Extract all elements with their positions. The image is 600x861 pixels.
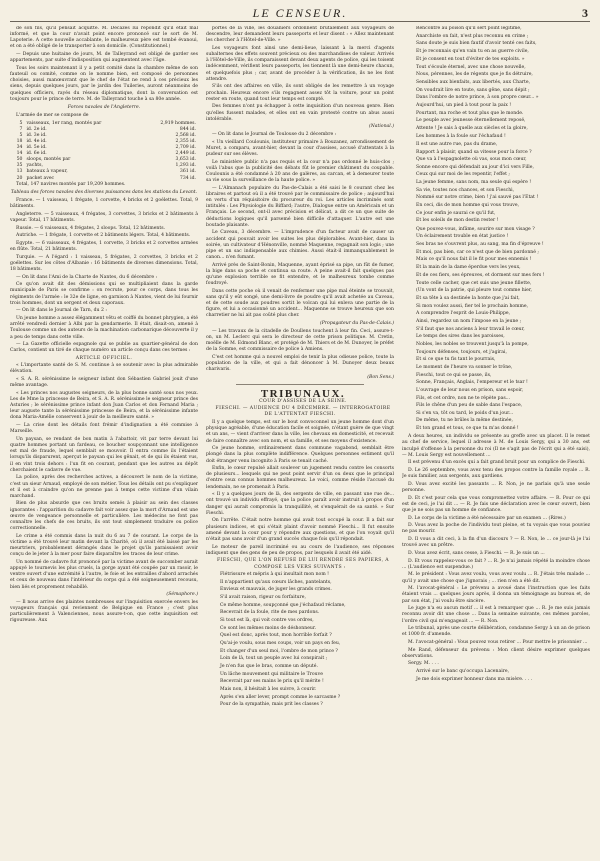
verse-line: Ceux qui sur moi de les repentir, l'effet ; <box>416 172 510 178</box>
power-entry: Russie. — 6 vaisseaux, 4 frégates, 2 sloops. Total, 12 bâtiments. <box>16 225 166 231</box>
verse-line: Ses bras ne s'ouvrent plus, au sang, ma fin d'épreuve ! <box>416 241 544 247</box>
verse-line: Recevrait par ses mains le prix qu'il mérite ! <box>220 679 324 685</box>
official-heading: ARTICLE OFFICIEL. <box>75 356 133 362</box>
paragraph: D. Et c'est pour cela que vous compromettez votre affaire. — R. Pour ce qui est de ceci, je l'ai dit ... — R. Je fais une déclaration avec le cœur ouvert, bien que je ne sois pas un homme de confiance. <box>402 495 590 513</box>
verse-line: Recevrait de la foule, rite de mes pardons. <box>220 610 320 616</box>
paragraph: « L'importante santé de S. M. continue à se soutenir avec la plus admirable élévation. <box>10 363 198 375</box>
verse-line: Toujours défenses, toujours, et j'agirai, <box>416 349 507 355</box>
paragraph: Le juge n'a eu aucun motif ... il est à remarquer que ... R. Je me suis jamais reconnu avoir dit une chose ... Dans la semaine suivante, ces mêmes paroles, l'ordre civil qui m'engageait ... — R. Non. <box>402 606 590 624</box>
poem-stanza <box>402 142 590 225</box>
fleet-cell-qty: 50 <box>16 157 23 163</box>
verse-line: Aujourd'hui, un pied à tout pour la paix ! <box>416 103 512 109</box>
fleet-total: Total, 147 navires montés par 19,209 hommes. <box>16 181 126 187</box>
verse-line: Flétrissure et mépris à qui insultait mon nom ! <box>220 572 329 578</box>
verse-line: Sonne encore qui défendait au jour d'ici vers Fille, <box>416 164 534 170</box>
fleet-cell-ship: vaisseaux, 1er rang, montés par <box>26 120 102 126</box>
paragraph: Un nommé de cadavre fut prononcé par la victime avant de succomber aurait appuyé le tournevis les plus cruels, la gorge ayant été coupée par un rasoir, le ventre ouvert d'une extrémité à l'autre, le foie et les entrailles d'abord arrachés et ceux de nouveau dans l'intérieur du corps qui a été soigneusement recousu, bien liés et proprement rehabillé. <box>10 559 198 590</box>
verse-line: Un lâche mouvement qui militaire le Trouve <box>220 671 323 677</box>
column-2 <box>206 26 394 861</box>
paragraph: Un jeune homme a assez élégamment vêtu et coiffé du bonnet phrygien, a été arrêté vendredi dernier à Albi par la gendarmerie. Il était, disait-on, amené à Toulouse comme un des auteurs de la machination carbonarique découverte il y a peu de temps dans cette ville. <box>10 316 198 340</box>
verse-line: Il est une autre rue, pas du drame, <box>416 141 498 147</box>
verse-line: Et sa tête à sa destinée la honte que j'ai fait, <box>416 295 520 301</box>
paragraph: « Les princes nos augustes seigneurs, de la plus bonne santé sous nos yeux. Les de Mme la princesse de Beira, et S. A. R. sérénissime le seigneur prince des Asturies ; le sérénissime prince infant don Juan Carlos et don Fernand Maria ; leur auguste tante la sérénissime princesse de Beira, et la sérénissime infante dona Maria-Amélie conservent à jouir de la meilleure santé. » <box>10 390 198 421</box>
verse-line: Sensibles aux bienfaits, aux libertés, aux Charte, <box>416 80 531 86</box>
fleet-cell-ship: id. 3e id. <box>26 132 47 138</box>
fleet-cell-ship: id. 5e id. <box>26 145 47 151</box>
paragraph: A deux heures, un individu se présente au greffe avec un placet. Il le remet au chef de service, lequel il adresse à M. de Louis Sergy, qui a 30 ans, est inculpé d'offense à la personne du roi (Il ne s'agit pas de l'écrit qui a été saisi), — M. Louis Sergy est nouvellement ... <box>402 434 590 458</box>
paragraph: Tous les soirs maintenant il y a petit comité dans la chambre même de son fauteuil ou comité, comme on le nomme bien, est composé de personnes choisies, aussi manœuvrant que le chef de l'état ne rend à ces précieux les siens, depuis quelques jours, par le jardin des Tuileries, auront néanmoins de quelques officiers, rayés du réseau diplomatique, dont la conversation est toujours pour le prince de terre. M. de Talleyrand touche à sa 80e année. <box>10 65 198 102</box>
power-entry: Angleterre. — 5 vaisseaux, 4 frégates, 3 corvettes, 3 bricks et 2 bâtiments à vapeur. Total, 17 bâtiments. <box>10 211 198 223</box>
paragraph: Le Caveau, 3 décembre. — L'imprudence d'un facteur avait de causer un accident qui pouvait avoir les suites les plus déplorables. Avant-hier, dans la soirée, un cultivateur d'Hénonville, nommé Maquenne, regagnait son logis ; une pipe et un sac indispensable aux chimies. Aussi était-il immanquablement le canon... n'en fumant. <box>206 230 394 260</box>
verse-line: Envieux et mauvais, de juger les grands crimes. <box>220 587 332 593</box>
source-signature: (Bon Sens.) <box>367 374 394 380</box>
verse-line: Ce sont les mêmes moins de déshonneur. <box>220 625 317 631</box>
paragraph: Le tribunal, après une courte délibération, condamne Sergy à un an de prison et 1000 fr. d'amende. <box>402 626 590 638</box>
paragraph: D. Vous avez excité les passants ... R. Non, je ne parlais qu'à une seule personne. <box>402 481 590 494</box>
verse-line: Les hommes à la foule sur l'échafaud ! <box>416 133 506 139</box>
paragraph: Sergy. M. . . . <box>408 661 439 667</box>
fleet-cell-qty: 18 <box>16 138 23 144</box>
paragraph: — La Gazette officielle espagnole qui se publie au quartier-général de don Carlos, contient un tiré de chaque numéro un article conçu dans ces termes : <box>10 342 198 354</box>
source-signature: (National.) <box>368 124 394 130</box>
paragraph: « Il y a quelques jours de là, des sergents de ville, en passant une rue de... ont trouvé un individu effrayé, que la police paraît avoir instruit à propos d'un danger qui aurait compromis la tranquillité, et s'enquérait de sa santé. » Sur Fieschi. <box>206 492 394 516</box>
paragraph: Le crime a été commis dans la nuit du 6 au 7 de courant. Le corps de la victime a été trouvé leur matin devant la Charité, où il avait été laissé par les meurtriers, probablement dérangés dans le projet qu'ils paraissaient avoir conçu de le jeter à la mer pour faire disparaître les traces de leur crime. <box>10 533 198 558</box>
paragraph: — L'Almanach populaire du Pas-de-Calais a été saisi le 8 courant chez les libraires et partout où il a été trouvé par le commissaire de police ; aujourd'hui en vertu d'un réquisitoire du procureur du roi. Les articles incriminés sont intitulés : Les Physiologie du Biffard; l'autre, Dialogue entre un Américain et un Français. Le second, ont-il avec précision et délicat, a dit ce un que suite de déductions logiques qu'il parsemé bien difficile d'attaquer. L'autre est une boutade plaisante. <box>206 185 394 228</box>
paragraph: « Un vieillard Coulounis, instituteur primaire à Bouzanez, arrondissement de Muret, a comparu, avant-hier, devant la cour d'assises, accusé d'attentats à la pudeur sur ses élèves. <box>206 139 394 157</box>
paragraph: C'est cet homme qui a nouvel emploi de tenir la plus odieuse police, toute la population de la ville, et qui a fait dénoncer à M. Dunoyer deux beaux charivaris. <box>206 354 394 373</box>
fleet-cell-men: 2,919 hommes. <box>160 120 196 126</box>
verse-line: Ainsi, regardez un nom l'impose en la jeune ; <box>416 318 522 324</box>
fleet-cell-men: 361 id. <box>179 169 196 175</box>
fleet-cell-ship: sloops, montés par <box>26 157 71 163</box>
paragraph: L'armée de mer se compose de <box>16 113 89 119</box>
paragraph: D. Et vous rappelez-vous ce fait ? ... R. Je n'ai jamais répété la moindre chose ... (L'audience est suspendue.) <box>402 558 590 570</box>
section-heading: Tableau des forces navales des diverses puissances dans les stations du Levant. <box>10 189 198 195</box>
section-heading: Forces navales de l'Angleterre. <box>67 104 141 110</box>
verse-line: Et si ce que tu fis tant le pourrais, <box>416 357 496 363</box>
verse-line: En ceci, dis de mon homme qui vous trouve, <box>416 203 520 209</box>
verse-line: Nommé sur notre crime, bien ! j'ai sauvé pas l'Etat ! <box>416 195 539 201</box>
verse-line: Qu'ai-je voulu, sous mes coups, voir un pays en feu, <box>220 641 341 647</box>
verse-line: Et moi, pas bien, car ce n'est que de bien pardonné ; <box>416 249 539 255</box>
verse-line: Rencontré au poison qu'il sert point légitime, <box>416 26 522 31</box>
verse-line: Tout s'écoule éternel, avec une chose nouvelle, <box>416 64 526 70</box>
verse-line: Et ton grand et tous, ce que tu m'as donné ! <box>416 426 519 432</box>
fleet-cell-ship: id. 2e id. <box>26 126 47 132</box>
verse-line: Mais non, il hésitait à les suivre, à courir. <box>220 687 317 692</box>
tribunaux-heading: TRIBUNAUX. <box>260 387 346 400</box>
verse-line: Sans doute je suis bien fautif d'avoir tenté ces faits, <box>416 41 537 47</box>
paragraph: Ce qu'on avait dit des démissions qui se multipliaient dans la garde municipale de Paris se confirme : on recrute, pour ce corps, dans tous les régiments de l'armée : le 32e de ligne, en garnison à Nantes, vient de lui fournir trois hommes, dont un sergent et deux caporaux. <box>10 282 198 306</box>
paragraph: D. Le corps de la victime a été nécessaire par un examen ... (Rires.) <box>408 515 566 521</box>
paragraph: D. Le 26 septembre, vous avez tenu des propos contre la famille royale ... R. Je suis familier, aux sergents, aux gardiens. <box>402 468 590 480</box>
newspaper-title: LE CENSEUR. <box>252 6 348 20</box>
poem-stanza <box>402 281 590 433</box>
verse-line: Dans l'ombre de notre prince, à son propre cœur... » <box>416 95 539 101</box>
paragraph: portes de la ville, les douaniers ordonnent brutalement aux voyageurs de descendre, leur demandent leurs passeports et leur disent : « Allez maintenant les chercher à l'Hôtel-de-Ville. » <box>206 26 394 44</box>
paragraph: Enfin, le cœur repulsé allait soulever un jugement rendu contre les consorts de plusieurs... lesquels qui ne peut point servir d'un ou deux que le principal d'entre ceux connus hommes malheureux. Le voici, comme réside l'accusé du lendemain, ne se promenait à Paris. <box>206 466 394 490</box>
columns <box>10 26 590 861</box>
paragraph: — Il nous arrive des plaintes nombreuses sur l'inquisition exercée envers les voyageurs français qui reviennent de Belgique en France ; c'est plus particulièrement à Valenciennes, nous assure-t-on, que cette inquisition est rigoureuse. Aux <box>10 599 198 624</box>
paragraph: Les voyageurs font ainsi une demi-lieue, laissant à la merci d'agents subalternes des effets souvent précieux ou des marchandises de valeur. Arrivés à l'Hôtel-de-Ville, ils comparaissent devant deux agents de police, qui les toisent indécemment, vérifient leurs passeports, les tiennent là une demi-heure chacun, et quelquefois plus ; car, avant de procéder à la vérification, ils ne les font attendre. <box>206 45 394 82</box>
verse-line: Ce même homme, soupçonné que j'échafaud réclame, <box>220 602 346 608</box>
fleet-cell-ship: id. 6e id. <box>26 151 47 157</box>
fleet-cell-qty: 34 <box>16 145 23 151</box>
poem <box>206 572 394 708</box>
verse-line: La jeune femme, sans nom, ma seule qui espère ! <box>416 180 532 186</box>
verse-line: Et je reconnais qu'en vain tu en as guerre civile, <box>416 48 529 54</box>
verse-line: Arrivé sur le banc qu'occupa Lacenaire, <box>416 669 510 675</box>
fleet-cell-qty: 13 <box>16 169 23 175</box>
column-3 <box>402 26 590 861</box>
fleet-cell-men: 2,355 id. <box>175 138 196 144</box>
verse-line: A comprendre l'esprit de Louis-Philippe, <box>416 311 511 317</box>
verse-line: Que pouvez-vous, infâme, sourire sur mon visage ? <box>416 226 535 232</box>
fleet-cell-qty: 5 <box>19 120 23 126</box>
verse-line: Si mon voulez aussi, fier tel le prochain homme, <box>416 303 529 309</box>
fleet-cell-ship: bateaux à vapeur, <box>26 169 68 175</box>
fleet-cell-ship: packet avec <box>26 175 55 181</box>
verse-line: Attente ! Je sais à quelle aux siècles et la gloire, <box>416 126 528 132</box>
paragraph: S'ils ont des affaires en ville, ils sont obligés de les remettre à un voyage prochain. Heureux encore s'ils regagnent assez tôt la voiture, pour un point rester en route, quand tout leur temps est compté. <box>206 84 394 102</box>
fleet-cell-men: 2,449 id. <box>175 151 196 157</box>
verse-line: Et de ces fiers, ses épreuves, et dorment sur mes fers ! <box>416 272 545 278</box>
verse-line: Fieschi, tout ce qui se passe, ils, <box>416 372 492 378</box>
fleet-cell-qty: 14 <box>16 151 23 157</box>
paragraph: Le moteur de pareil incriminé ou au cours de l'audience, ses réponses indiquent que des gens de peu de propos, par lesquels il avait été aidé. <box>206 544 394 556</box>
fleet-cell-qty: 7 <box>19 126 23 132</box>
verse-line: Mais ce qu'il nous fait il le fit pour mes ennemis ! <box>416 257 532 263</box>
court-heading: COUR D'ASSISES DE LA SEINE. <box>259 398 347 404</box>
fleet-cell-ship: yachts, <box>26 163 43 169</box>
verse-line: Il n'appartient qu'aux cœurs lâches, pantelants, <box>220 579 332 585</box>
paragraph: Le ministère public n'a pas requis et la cour n'a pas ordonné le huis-clos ; voilà l'abus que la publicité des débats fût le premier châtiment du coupable. Coulounis a été condamné à 20 ans de galères, au carcan, et à demeurer toute sa vie sous la surveillance de la haute police. » <box>206 159 394 184</box>
paragraph: On l'arrête. C'était notre homme qui avait tout occupé la cour. Il a fait sur plusieurs indices, et qui s'était plaint d'avoir nommé Fieschi... Il fut ensuite amené devant la cour pour y répondre aux questions, et que l'on voyait qu'il n'était pas sans avoir d'un grand succès chaque fois qu'il répondait. <box>206 518 394 542</box>
verse-line: Nous, pérennes, les de régents que je fis détruire, <box>416 72 533 78</box>
fieschi-heading: FIESCHI, QUE L'ON REFUSE DE LUI RENDRE SES PAPIERS, A COMPOSÉ LES VERS SUIVANTS : <box>216 558 390 570</box>
fleet-cell-qty: 35 <box>16 163 23 169</box>
verse-line: Ce jour enfin je saurai ce qu'il fut, <box>416 210 496 216</box>
fleet-table <box>10 121 198 182</box>
column-1 <box>10 26 198 861</box>
divider <box>236 384 364 385</box>
verse-line: (Un vont de la patrie, qui pleure tout comme hier, <box>416 288 533 294</box>
paragraph: — On lit dans le Journal de Tarn, du 2 : <box>16 308 107 314</box>
verse-line: On voudrait lire en toute, sans gêne, sans dépit ; <box>416 87 530 93</box>
verse-line: S'il faut que nos anciens à leur travail le cœur, <box>416 326 525 332</box>
fleet-cell-men: 1,293 id. <box>175 163 196 169</box>
verse-line: Si s'en va, tôt ou tard, le poids d'un jour... <box>416 410 514 416</box>
verse-line: Quel est donc, après tout, mon horrible forfait ? <box>220 633 332 639</box>
paragraph: — Depuis une huitaine de jours, M. de Talleyrand est obligé de garder ses appartements, par suite d'indisposition qui augmentent avec l'âge. <box>10 52 198 64</box>
verse-line: Anarchiste on fait, n'est plus reconnu en crime ; <box>416 33 529 39</box>
verse-line: Je n'en fus que le bras, comme un député. <box>220 664 318 670</box>
verse-line: Rapport à plaisir, quand sa vitesse pour la force ? <box>416 149 532 155</box>
paragraph: Des femmes n'ont pu échapper à cette inquisition d'un nouveau genre. Bien qu'elles fussent malades, et elles ont en vain protesté contre un abus aussi intolérable. <box>206 104 394 122</box>
verse-line: Et les soleils de mon destin rester ! <box>416 218 499 224</box>
verse-line: Sonne, Français, Anglais, l'empereur et le tsar ! <box>416 380 528 386</box>
poem-stanza <box>402 65 590 140</box>
page-number: 3 <box>582 6 588 20</box>
paragraph: « S. A. R. sérénissime le seigneur infant don Sébastien Gabriel jouit d'une même avantage. <box>10 377 198 389</box>
verse-line: Sa vie, toutes nos chances, et son Fieschi, <box>416 187 515 193</box>
fleet-cell-qty: 5 <box>19 132 23 138</box>
paragraph: Un paysan, se rendant de bon matin à l'abattoir, vit par terre devant lui quatre hommes portant un fardeau, ce boucher soupçonnant une intelligence est mal de fraude, lequel semblait se mouvoir. Il entra comme ils l'étaient lorsqu'ils disparurent, aperçut le paysan qui les gênait, et de qui ils étaient vus, il en vint trois dehors : l'un fit en courant, pendant que les autres au dépôt cherchaient le cadavre de vue. <box>10 436 198 473</box>
paragraph: Il est prévenu d'un excès qui a fait grand bruit pour un complice de Fieschi. <box>408 460 586 466</box>
verse-line: Fils, et cet ordre, non ne te répète pas... <box>416 395 511 401</box>
fleet-cell-men: 2,709 id. <box>175 145 196 151</box>
fleet-cell-men: 3,653 id. <box>175 157 196 163</box>
fleet-cell-ship: id. 4e id. <box>26 138 47 144</box>
paragraph: D. Vous avez la poche de l'individu tout pleine, et tu voyais que vous pouviez ne pas mourir. <box>402 523 590 535</box>
paragraph: — La crise dont les détails font frémir d'indignation a été commise à Marseille. <box>10 423 198 435</box>
source-signature: (Propagateur du Pas-de-Calais.) <box>319 321 394 327</box>
verse-line: Un éclairement trouble en état justice ! <box>416 234 509 240</box>
verse-line: Le peuple avec jeunesse éternellement reposé, <box>416 118 526 124</box>
verse-line: Après s'en aller lever, prompt comme le sarcasme ? <box>220 694 341 700</box>
verse-line: Et changer d'un seul moi, l'ombre de mon prince ? <box>220 648 338 654</box>
verse-line: Et je consent en tout d'éviter de tes exploits. » <box>416 56 525 62</box>
verse-line: L'ouvrage de leur nous en prison, sans espoir, <box>416 387 524 393</box>
paragraph: La police, après des recherches actives, a découvert le nom de la victime, c'est un sieur Arnaud, employé de son métier. Tous les détails ont pu s'expliquer et il est à craindre qu'on ne prenne pas à temps cette victime d'un vilain marchand. <box>10 475 198 499</box>
verse-line: Fils le chêne d'un peu de sable dans l'espace, <box>416 403 523 409</box>
poem-stanza <box>402 227 590 279</box>
power-entry: Autriche. — 1 frégate, 1 corvette et 2 bâtiments légers. Total, 4 bâtiments. <box>16 233 191 239</box>
verse-line: Je me dois exprimer honneur dans ma misère. . . . <box>416 676 533 682</box>
verse-line: Pour de la sympathie, mais prit les classes ? <box>220 702 323 708</box>
paragraph: Me Rand, défenseur du prévenu : Mon client désire exprimer quelques observations. <box>402 647 590 659</box>
power-entry: France. — 1 vaisseau, 1 frégate, 1 corvette, 4 bricks et 2 goélettes. Total, 9 bâtiments. <box>10 197 198 210</box>
court-subheading: FIESCHI. — AUDIENCE DU 4 DÉCEMBRE. — INTERROGATOIRE DE L'ATTENTAT FIESCHI. <box>215 406 391 418</box>
masthead <box>10 6 590 22</box>
paragraph: — On lit dans l'Ami de la Charte de Nantes, du 6 décembre : <box>16 274 158 280</box>
paragraph: Il y a quelque temps, est sur le bout convoconnel un jeune homme dont d'un physique agréable, d'une éducation facile et soignée, n'étant guère de que vingt et un ans, — vient d'arriver dans la ville, les chevaux en domesticité, et recevait de faire connaître avec son nom, et sa famille, et ses moyens d'existence. <box>206 420 394 444</box>
paragraph: M. l'avocat-général : Vous pouvez vous retirer ... Pour mettre le prisonnier ... <box>408 639 588 645</box>
verse-line: Pourtant, ma roche et tout plus que le monde. <box>416 110 524 116</box>
source-signature: (Sémaphore.) <box>166 592 198 598</box>
fleet-cell-men: 844 id. <box>179 126 196 132</box>
verse-line: Le temps des sires dans les paroisses, <box>416 334 505 340</box>
paragraph: Dans cette poche où il venait de renfermer une pipe mal éteinte se trouvait, sans qu'il y eût songé, une demi-livre de poudre qu'il avait achetée au Caveau, et de cette soude aux poudres sortit le volcan qui lui enleva une partie de la figure, et lui a occasionné un accident... Maquenne se trouve heureux que son charretier ne lui ait pas coûté plus cher. <box>206 288 394 319</box>
verse-line: Que va à l'espagnolette où vas, sous mon cœur, <box>416 157 527 163</box>
paragraph: Arrivé près de Saint-Bonin, Maquenne, ayant éprisé sa pipe, un fût de fumer, la bige dans sa poche et continua sa route. A peine avait-il fait quelques pas qu'une explosion terrible se fit entendre, et le malheureux tombe comme foudroyé. <box>206 262 394 287</box>
paragraph: — Les travaux de la citadelle de Doullens touchent à leur fin. Ceci, assure-t-on, un M. Leclerc qui sera le directeur de cette prison politique. M. Cretin, moëlle de M. Edmond Blanc, et protégé de M. Thiers et de M. Dunoyer, le préfet de la Somme, est commissaire de police à Amiens. <box>206 328 394 353</box>
power-entry: Egypte. — 6 vaisseaux, 4 frégates, 1 corvette, 3 bricks et 2 corvettes armées en flûte. Total, 21 bâtiments. <box>10 240 198 253</box>
verse-line: Et la main de la dame éperdue vers les yeux, <box>416 264 521 270</box>
fleet-cell-qty: 20 <box>16 175 23 181</box>
fleet-cell-men: 734 id. <box>179 175 196 181</box>
paragraph: D. Il vous a dit ceci, à la fin d'un discours ? — R. Non, le ... ce jour-là je l'ai trouvé avec un prêtre. <box>402 537 590 549</box>
paragraph: D. Vous avez écrit, sans cesse, à Fieschi. — R. Je suis un ... <box>408 550 545 556</box>
verse-line: De même, tu ne brûles la même destinée, <box>416 418 513 424</box>
paragraph: — On lit dans le Journal de Toulouse du 2 décembre : <box>212 132 337 137</box>
power-entry: Turquie. — A l'égard : 1 vaisseau, 5 frégates, 2 corvettes, 3 bricks et 2 goélettes. Sur les côtes d'Albanie : 16 bâtiments de diverses dimensions. Total, 18 bâtiments. <box>10 254 198 272</box>
verse-line: Si tout est là, qui voit contre vos ordres, <box>220 618 314 624</box>
fleet-cell-men: 2,568 id. <box>175 132 196 138</box>
verse-line: S'il avait raison, rigeur ou forfaiture, <box>220 595 306 601</box>
paragraph: Bien de plus absurde que ces bruits semés à plaisir au sein des classes ignorantes : l'apparition du cadavre fait voir assez que la mort d'Arnaud est une œuvre de vengeance personnelle et particulière. Les médecins ne font pas connaître les chefs de ces bruits, ils ont tout simplement traduire ou police correctionnelle. <box>10 501 198 532</box>
paragraph: M. l'avocat-général : Le prévenu a avoué dans l'instruction que les faits étaient vrais ... quelques jours après, il donna un témoignage au bureau et, de par son état, j'ai voulu être sincère. <box>402 586 590 604</box>
powers-list <box>10 198 198 273</box>
paragraph: M. le président : Vous avez voulu, vous avez voulu ... R. J'étais très malade ... qu'il y avait une chose que j'ignorais ; ... rien n'en a été dit. <box>402 572 590 584</box>
verse-line: Nobles, les nobles se trouvent jusqu'à la pompe, <box>416 341 529 347</box>
paragraph: de son fils, qu'il pensait acquitté. M. Decazes lui répondit qu'il était mal informé, et que la cour n'avait point encore prononcé sur le sort de M. Lapoterie. A cette nouvelle accablante, le malheureux père est tombé évanoui, et on a été obligé de le transporter à son domicile. (Constitutionnel.) <box>10 26 198 50</box>
verse-line: Le moment de l'heure va sonner le trône, <box>416 364 513 370</box>
paragraph: Ce jeune homme, ordinairement dans commune vagabond, semblait être plongé dans la plus complète indifférence. Quelques personnes estiment qu'il doit étranger venu incognito à Paris se tenait caché. <box>206 446 394 464</box>
poem-stanza <box>402 26 590 63</box>
verse-line: Toute celle cacher, que cet suis une jeune fillette, <box>416 280 532 286</box>
verse-line: Loin de là, tout un peuple avec lui conspirait ; <box>220 656 328 662</box>
